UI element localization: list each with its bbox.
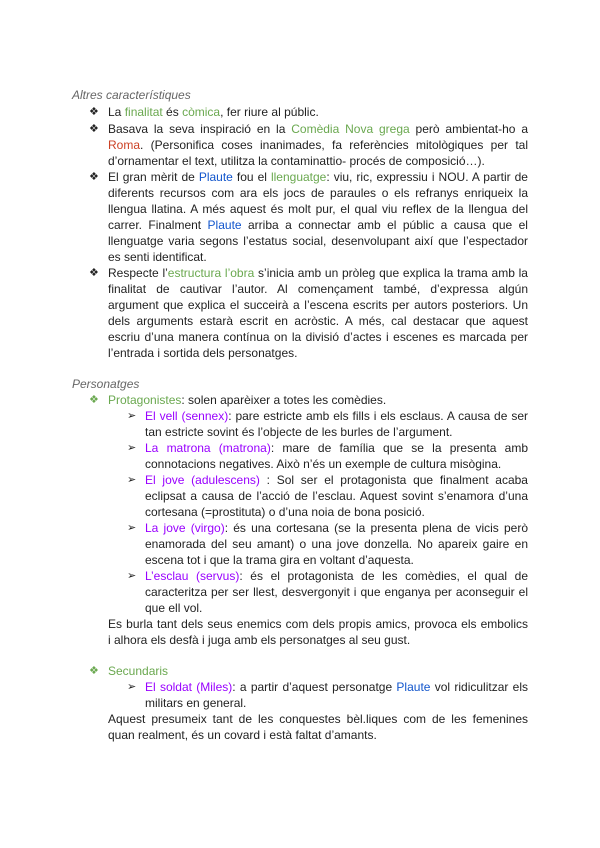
personatge-jove: El jove (adulescens) : Sol ser el protagonista que finalment acaba eclipsat a causa de l’acció de l’esclau. Aquest sovint s’enamora d’una cortesana (=prostituta) o d’una noia de bona posició. xyxy=(145,473,528,519)
diamond-bullet-icon: ❖ xyxy=(89,106,99,118)
matrona-label: La matrona (matrona) xyxy=(145,441,271,455)
diamond-bullet-icon: ❖ xyxy=(89,394,99,406)
bullet-inspiracio: Basava la seva inspiració en la Comèdia Nova grega però ambientat-ho a Roma. (Personifica coses inanimades, fa referències mitològiques per tal d’ornamentar el text, utilitza la contaminattio- procés de composició…). xyxy=(108,122,528,168)
bullet-estructura: Respecte l’estructura l’obra s’inicia amb un pròleg que explica la trama amb la finalitat de cautivar l’autor. Al començament també, d’expressa algún argument que explica el succeirà a l’escena escrits per autors posteriors. Un dels arguments estarà escrit en acròstic. A més, cal destacar que aquest escriu d’una manera contínua on la divisió d’actes i escenes es marcada per l’entrada i sortida dels personatges. xyxy=(108,266,528,360)
protagonistes-heading: Protagonistes: solen aparèixer a totes les comèdies. xyxy=(108,393,387,407)
plaute-highlight: Plaute xyxy=(198,170,233,184)
plaute-highlight: Plaute xyxy=(207,218,242,232)
paragraph-burla: Es burla tant dels seus enemics com dels propis amics, provoca els embolics i alhora els desfà i juga amb els personatges al seu gust. xyxy=(108,617,528,647)
soldat-label: El soldat (Miles) xyxy=(145,680,233,694)
finalitat-highlight: finalitat xyxy=(124,105,163,119)
roma-highlight: Roma xyxy=(108,138,141,152)
section-title-altres: Altres característiques xyxy=(72,88,191,102)
personatge-esclau: L’esclau (servus): és el protagonista de les comèdies, el qual de caracteritza per ser llest, desvergonyit i que enganya per aconseguir el que ell vol. xyxy=(145,569,528,615)
jovef-label: La jove (virgo) xyxy=(145,521,225,535)
secundaris-heading xyxy=(108,663,528,679)
diamond-bullet-icon: ❖ xyxy=(89,665,99,677)
arrow-bullet-icon: ➢ xyxy=(127,474,137,486)
protagonistes-label: Protagonistes xyxy=(108,393,182,407)
arrow-bullet-icon: ➢ xyxy=(127,522,137,534)
section-title-personatges: Personatges xyxy=(72,377,140,391)
personatge-soldat: El soldat (Miles): a partir d’aquest personatge Plaute vol ridiculitzar els militars en general. xyxy=(145,680,528,710)
diamond-bullet-icon: ❖ xyxy=(89,267,99,279)
jove-label: El jove (adulescens) xyxy=(145,473,260,487)
vell-label: El vell (sennex) xyxy=(145,409,229,423)
esclau-label: L’esclau (servus) xyxy=(145,569,240,583)
estructura-highlight: estructura l’obra xyxy=(167,266,255,280)
arrow-bullet-icon: ➢ xyxy=(127,570,137,582)
secundaris-label: Secundaris xyxy=(108,664,169,678)
arrow-bullet-icon: ➢ xyxy=(127,410,137,422)
personatge-matrona: La matrona (matrona): mare de família que se la presenta amb connotacions negatives. Això n’és un exemple de cultura misògina. xyxy=(145,441,528,471)
personatge-vell: El vell (sennex): pare estricte amb els fills i els esclaus. A causa de ser tan estricte sovint és l’objecte de les burles de l’argument. xyxy=(145,409,528,439)
comedia-highlight: Comèdia Nova grega xyxy=(291,122,410,136)
plaute-highlight: Plaute xyxy=(396,680,431,694)
personatge-jovef: La jove (virgo): és una cortesana (se la presenta plena de vicis però enamorada del seu amant) o una jove donzella. No apareix gaire en escena tot i que la trama gira en voltant d’aquesta. xyxy=(145,521,528,567)
diamond-bullet-icon: ❖ xyxy=(89,171,99,183)
llenguatge-highlight: llenguatge xyxy=(270,170,327,184)
comica-highlight: còmica xyxy=(182,105,221,119)
arrow-bullet-icon: ➢ xyxy=(127,442,137,454)
arrow-bullet-icon: ➢ xyxy=(127,681,137,693)
bullet-llenguatge: El gran mèrit de Plaute fou el llenguatge: viu, ric, expressiu i NOU. A partir de diferents recursos com ara els jocs de paraules o els refranys enriqueix la llengua llatina. A més aquest és molt pur, el qual viu reflex de la llengua del carrer. Finalment Plaute arriba a connectar amb el públic a causa que el llenguatge varia segons l’estatus social, desenvolupant així que l’espectador es senti identificat. xyxy=(108,170,528,264)
diamond-bullet-icon: ❖ xyxy=(89,123,99,135)
bullet-finalitat: La finalitat és còmica, fer riure al públic. xyxy=(108,105,319,119)
paragraph-presumeix: Aquest presumeix tant de les conquestes bèl.liques com de les femenines quan realment, és un covard i està faltat d’amants. xyxy=(108,712,528,742)
